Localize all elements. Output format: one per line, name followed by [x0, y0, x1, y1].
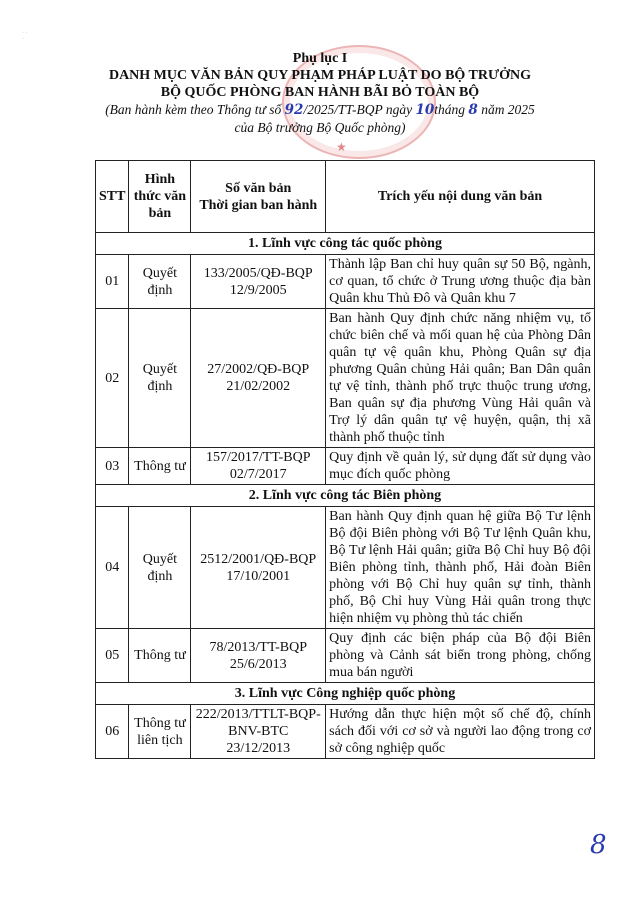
document-header [0, 50, 640, 136]
row-date: 17/10/2001 [226, 568, 291, 584]
table-row [96, 309, 595, 448]
row-summary: Hướng dẫn thực hiện một số chế độ, chính sách đối với cơ sở và người lao động trong cơ sở công nghiệp quốc [326, 705, 595, 759]
row-form: Quyết định [129, 255, 191, 309]
row-summary: Quy định các biện pháp của Bộ đội Biên phòng và Cảnh sát biển trong phòng, chống mua bán người [326, 629, 595, 683]
section-row [96, 485, 595, 507]
issuance-prefix: (Ban hành kèm theo Thông tư số [105, 102, 282, 117]
document-list-table [95, 160, 595, 759]
col-number-line2: Thời gian ban hành [199, 197, 318, 213]
col-number [191, 161, 326, 233]
row-summary: Ban hành Quy định chức năng nhiệm vụ, tổ chức biên chế và mối quan hệ của Phòng Dân quân tự vệ quân khu, Phòng Quân sự địa phương Quân chủng Hải quân; Ban Dân quân tự vệ tỉnh, thành phố trực thuộc trung ương, Ban quân sự địa phương Vùng Hải quân và Trợ lý dân quân tự vệ huyện, quận, thị xã thành phố thuộc tỉnh [326, 309, 595, 448]
row-number-cell [191, 309, 326, 448]
row-number: 27/2002/QĐ-BQP [207, 362, 310, 377]
row-number: 222/2013/TTLT-BQP-BNV-BTC [195, 707, 321, 739]
appendix-label: Phụ lục I [292, 51, 348, 66]
section-row [96, 233, 595, 255]
table-header-row [96, 161, 595, 233]
row-date: 25/6/2013 [229, 656, 287, 672]
row-number-cell [191, 507, 326, 629]
row-summary: Ban hành Quy định quan hệ giữa Bộ Tư lệnh Bộ đội Biên phòng với Bộ Tư lệnh Quân khu, Bộ Tư lệnh Hải quân; giữa Bộ Chỉ huy Bộ đội Biên phòng tỉnh, thành phố, Hải đoàn Biên phòng với Bộ Chỉ huy quân sự tỉnh, thành phố, Bộ Chỉ huy Vùng Hải quân trong thực hiện nhiệm vụ phòng thủ tác chiến [326, 507, 595, 629]
table-row [96, 705, 595, 759]
issuance-middle: /2025/TT-BQP ngày [303, 102, 413, 117]
row-form: Quyết định [129, 507, 191, 629]
row-stt: 01 [96, 255, 129, 309]
col-form: Hình thức văn bản [129, 161, 191, 233]
section-title: 1. Lĩnh vực công tác quốc phòng [96, 233, 595, 255]
table-row [96, 255, 595, 309]
col-stt: STT [96, 161, 129, 233]
scan-speckles: · · · [22, 30, 28, 42]
row-summary: Quy định về quản lý, sử dụng đất sử dụng vào mục đích quốc phòng [326, 448, 595, 485]
row-form: Thông tư [129, 448, 191, 485]
section-title: 3. Lĩnh vực Công nghiệp quốc phòng [96, 683, 595, 705]
title-line-2: BỘ QUỐC PHÒNG BAN HÀNH BÃI BỎ TOÀN BỘ [160, 85, 480, 100]
row-number: 133/2005/QĐ-BQP [203, 265, 313, 281]
row-form: Thông tư liên tịch [129, 705, 191, 759]
month-word: tháng [434, 102, 466, 117]
section-row [96, 683, 595, 705]
row-date: 02/7/2017 [229, 467, 287, 482]
row-date: 12/9/2005 [229, 282, 287, 298]
title-line-1: DANH MỤC VĂN BẢN QUY PHẠM PHÁP LUẬT DO BỘ TRƯỞNG [108, 68, 532, 83]
issuance-year: năm 2025 [481, 102, 535, 117]
row-date: 21/02/2002 [226, 379, 291, 394]
row-number-cell [191, 255, 326, 309]
page-initial-mark: 8 [590, 830, 607, 860]
row-stt: 05 [96, 629, 129, 683]
row-number: 157/2017/TT-BQP [206, 450, 311, 465]
row-number: 2512/2001/QĐ-BQP [200, 551, 317, 567]
col-summary: Trích yếu nội dung văn bản [326, 161, 595, 233]
row-stt: 06 [96, 705, 129, 759]
table-row [96, 507, 595, 629]
row-number: 78/2013/TT-BQP [209, 639, 307, 655]
seal-star-icon: ★ [336, 140, 347, 154]
row-form: Quyết định [129, 309, 191, 448]
month-handwritten: 8 [468, 102, 478, 118]
row-number-cell [191, 448, 326, 485]
row-stt: 03 [96, 448, 129, 485]
row-form: Thông tư [129, 629, 191, 683]
section-title: 2. Lĩnh vực công tác Biên phòng [96, 485, 595, 507]
day-handwritten: 10 [415, 102, 435, 118]
row-stt: 04 [96, 507, 129, 629]
issuance-note [0, 101, 640, 119]
row-number-cell [191, 629, 326, 683]
col-number-line1: Số văn bản [225, 180, 292, 196]
row-stt: 02 [96, 309, 129, 448]
circular-number-handwritten: 92 [284, 102, 304, 118]
table-row [96, 448, 595, 485]
row-summary: Thành lập Ban chỉ huy quân sự 50 Bộ, ngành, cơ quan, tổ chức ở Trung ương thuộc địa bàn Quân khu Thủ Đô và Quân khu 7 [326, 255, 595, 309]
issuance-note-line-2: của Bộ trưởng Bộ Quốc phòng) [234, 120, 406, 135]
table-row [96, 629, 595, 683]
row-number-cell [191, 705, 326, 759]
row-date: 23/12/2013 [226, 741, 291, 756]
